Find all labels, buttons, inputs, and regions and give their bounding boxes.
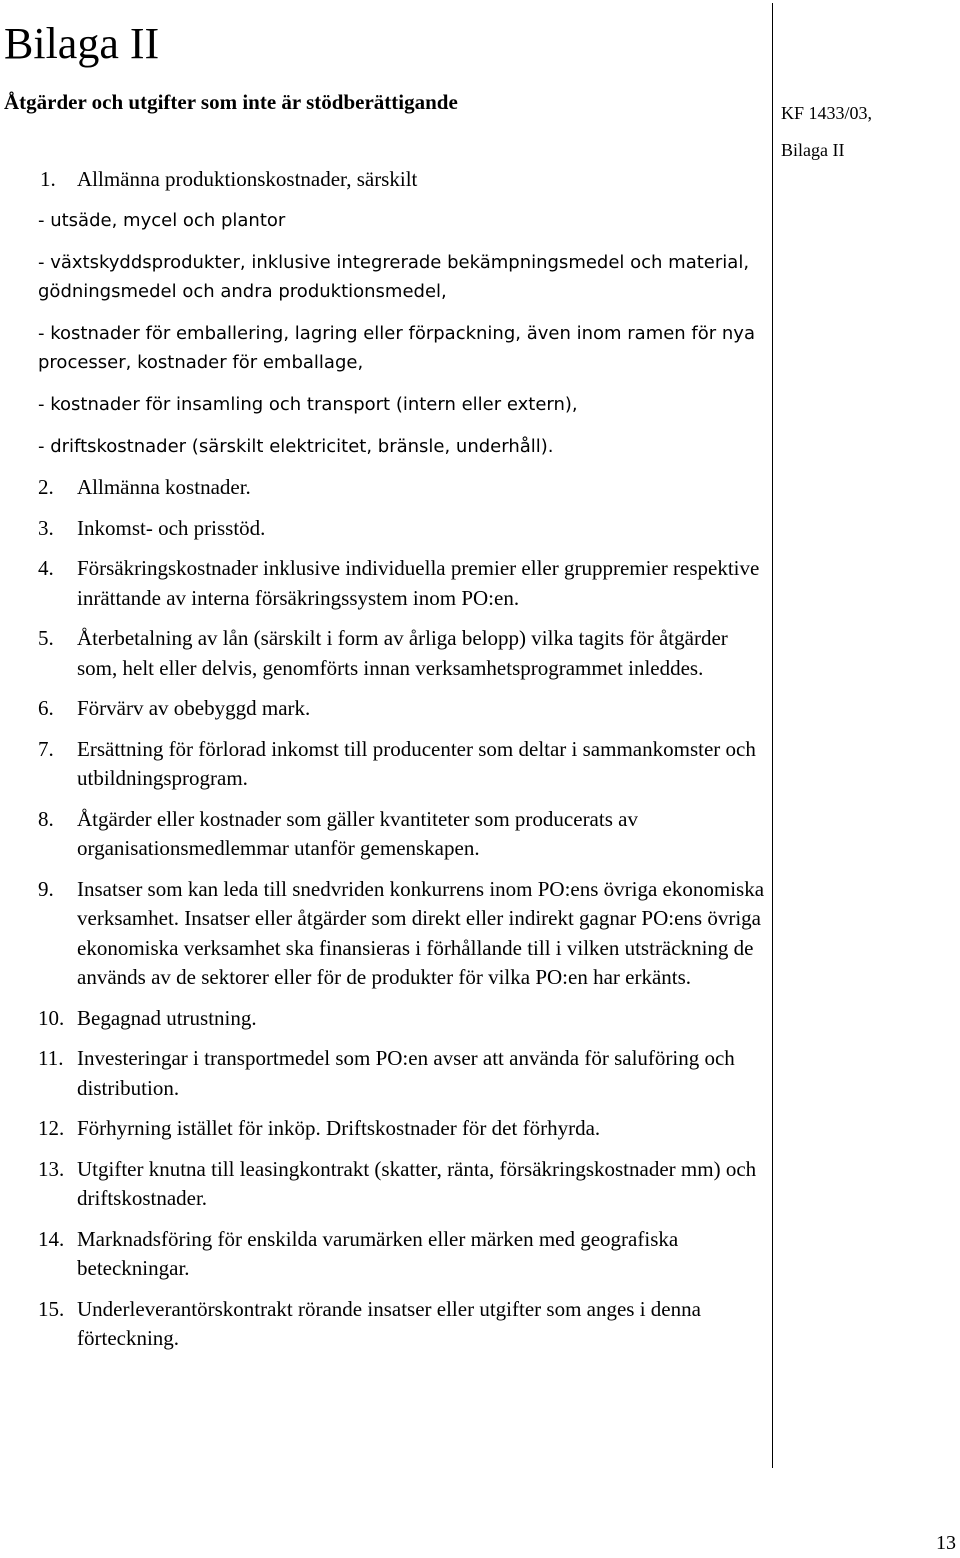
list-item-number: 7. <box>38 736 54 761</box>
list-item <box>38 1004 772 1034</box>
list-item-number: 13. <box>38 1156 65 1181</box>
side-reference: KF 1433/03, <box>781 103 873 123</box>
sub-list-item: - utsäde, mycel och plantor <box>38 210 286 231</box>
side-annex-label: Bilaga II <box>781 140 845 160</box>
document-title: Bilaga II <box>4 19 160 68</box>
list-item <box>38 514 772 544</box>
list-item-text: Förvärv av obebyggd mark. <box>77 696 311 720</box>
list-item-number: 15. <box>38 1296 65 1321</box>
list-item-text: Begagnad utrustning. <box>77 1005 257 1030</box>
list-item-number: 1. <box>40 167 56 191</box>
list-item-text: Insatser som kan leda till snedvriden konkurrens inom PO:ens övriga ekonomiska verksamhet. Insatser eller åtgärder som direkt eller indirekt gagnar PO:ens övriga ekonomiska verksamhet ska finansieras i förhållande till i vilken utsträckning de används av de sektorer eller för de produkter för vilka PO:en har erkänts. <box>77 876 765 989</box>
list-item-text: Återbetalning av lån (särskilt i form av årliga belopp) vilka tagits för åtgärder som, helt eller delvis, genomförts innan verksamhetsprogrammet inleddes. <box>77 626 728 680</box>
list-item <box>38 473 772 503</box>
list-item-text: Underleverantörskontrakt rörande insatser eller utgifter som anges i denna förteckning. <box>77 1296 701 1350</box>
sub-list <box>38 206 758 474</box>
list-item-text: Allmänna produktionskostnader, särskilt <box>77 167 418 191</box>
list-item-number: 9. <box>38 876 54 901</box>
sub-list-item: - driftskostnader (särskilt elektricitet, bränsle, underhåll). <box>38 436 554 457</box>
list-item-text: Försäkringskostnader inklusive individuella premier eller gruppremier respektive inrättande av interna försäkringssystem inom PO:en. <box>77 556 760 610</box>
list-item-text: Investeringar i transportmedel som PO:en avser att använda för saluföring och distribution. <box>77 1046 735 1100</box>
sub-list-item: - växtskyddsprodukter, inklusive integrerade bekämpningsmedel och material, gödningsmedel och andra produktionsmedel, <box>38 252 750 302</box>
sub-list-item: - kostnader för insamling och transport (intern eller extern), <box>38 394 578 415</box>
list-item-text: Utgifter knutna till leasingkontrakt (skatter, ränta, försäkringskostnader mm) och driftskostnader. <box>77 1156 757 1210</box>
list-item-number: 4. <box>38 556 54 580</box>
list-item <box>38 694 772 724</box>
list-item <box>38 735 772 794</box>
list-item-1 <box>40 165 417 194</box>
sub-list-item: - kostnader för emballering, lagring eller förpackning, även inom ramen för nya processer, kostnader för emballage, <box>38 323 755 373</box>
list-item <box>38 875 772 993</box>
list-item-number: 8. <box>38 806 54 831</box>
list-item-number: 12. <box>38 1116 65 1140</box>
list-item <box>38 1114 772 1144</box>
list-item-number: 10. <box>38 1005 65 1030</box>
list-item-number: 2. <box>38 475 54 499</box>
numbered-list <box>38 473 772 1365</box>
list-item-text: Ersättning för förlorad inkomst till producenter som deltar i sammankomster och utbildningsprogram. <box>77 736 756 790</box>
list-item-number: 3. <box>38 515 54 540</box>
list-item-text: Allmänna kostnader. <box>77 475 251 499</box>
list-item <box>38 554 772 613</box>
list-item-number: 5. <box>38 626 54 650</box>
list-item <box>38 1295 772 1354</box>
list-item-number: 14. <box>38 1226 65 1251</box>
list-item <box>38 1044 772 1103</box>
document-subtitle: Åtgärder och utgifter som inte är stödberättigande <box>4 90 458 114</box>
list-item <box>38 1155 772 1214</box>
list-item-text: Förhyrning istället för inköp. Driftskostnader för det förhyrda. <box>77 1116 601 1140</box>
list-item <box>38 624 772 683</box>
list-item-number: 11. <box>38 1046 64 1070</box>
list-item-text: Inkomst- och prisstöd. <box>77 515 266 540</box>
list-item <box>38 1225 772 1284</box>
list-item-text: Åtgärder eller kostnader som gäller kvantiteter som producerats av organisationsmedlemmar utanför gemenskapen. <box>77 806 638 860</box>
list-item-text: Marknadsföring för enskilda varumärken eller märken med geografiska beteckningar. <box>77 1226 679 1280</box>
list-item-number: 6. <box>38 696 54 720</box>
margin-divider <box>772 3 773 1468</box>
list-item <box>38 805 772 864</box>
page-number: 13 <box>936 1532 956 1554</box>
